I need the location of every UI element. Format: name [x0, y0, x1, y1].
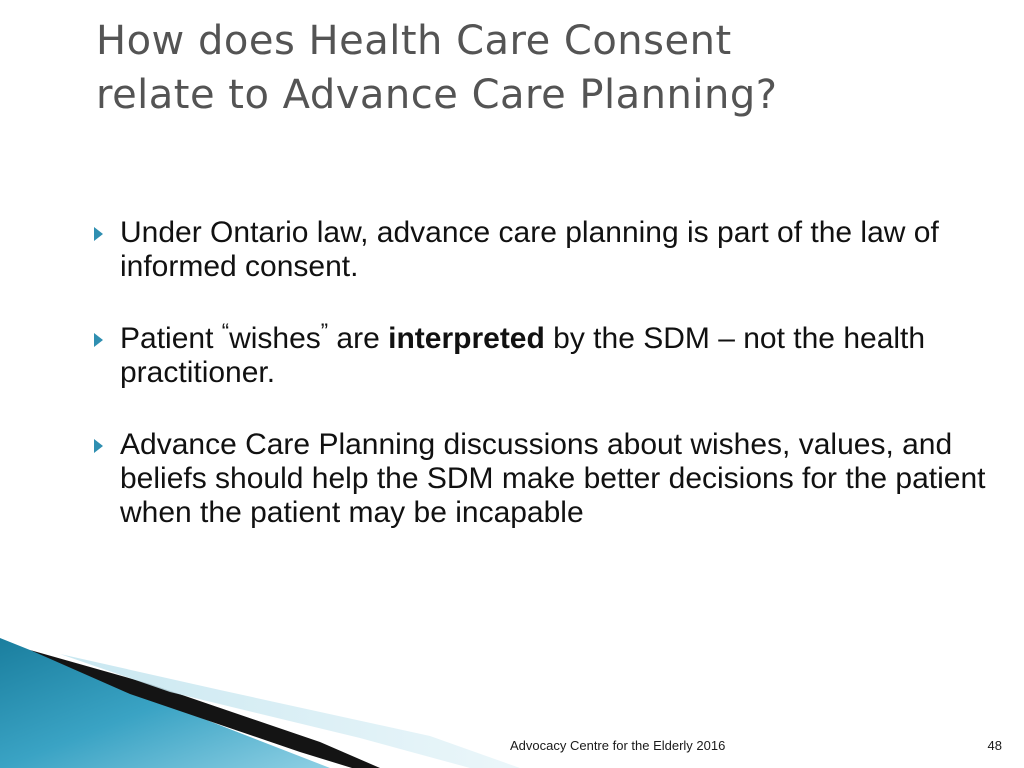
bullet-text-part: are	[328, 322, 389, 355]
bullet-text: Advance Care Planning discussions about wishes, values, and beliefs should help the SDM make better decisions for the patient when the patient may be incapable	[120, 428, 986, 529]
footer-text: Advocacy Centre for the Elderly 2016	[510, 738, 726, 753]
open-quote-mark: “	[221, 319, 230, 344]
quoted-word: wishes	[229, 322, 321, 355]
bullet-list	[90, 216, 1015, 530]
close-quote-mark: ”	[320, 319, 329, 344]
bullet-text-part: Patient	[120, 322, 222, 355]
bullet-text-part: by the SDM – not the health practitioner.	[120, 322, 926, 389]
slide-number: 48	[987, 738, 1002, 753]
slide-title: How does Health Care Consent relate to Advance Care Planning?	[96, 18, 778, 118]
bullet-item	[90, 428, 1015, 530]
bullet-text	[120, 319, 1015, 390]
bullet-item	[90, 216, 1015, 284]
triangle-right-icon	[94, 439, 103, 453]
emphasized-word: interpreted	[388, 322, 545, 355]
triangle-right-icon	[94, 333, 103, 347]
triangle-right-icon	[94, 227, 103, 241]
bullet-item	[90, 319, 1015, 390]
bullet-text: Under Ontario law, advance care planning is part of the law of informed consent.	[120, 216, 939, 283]
